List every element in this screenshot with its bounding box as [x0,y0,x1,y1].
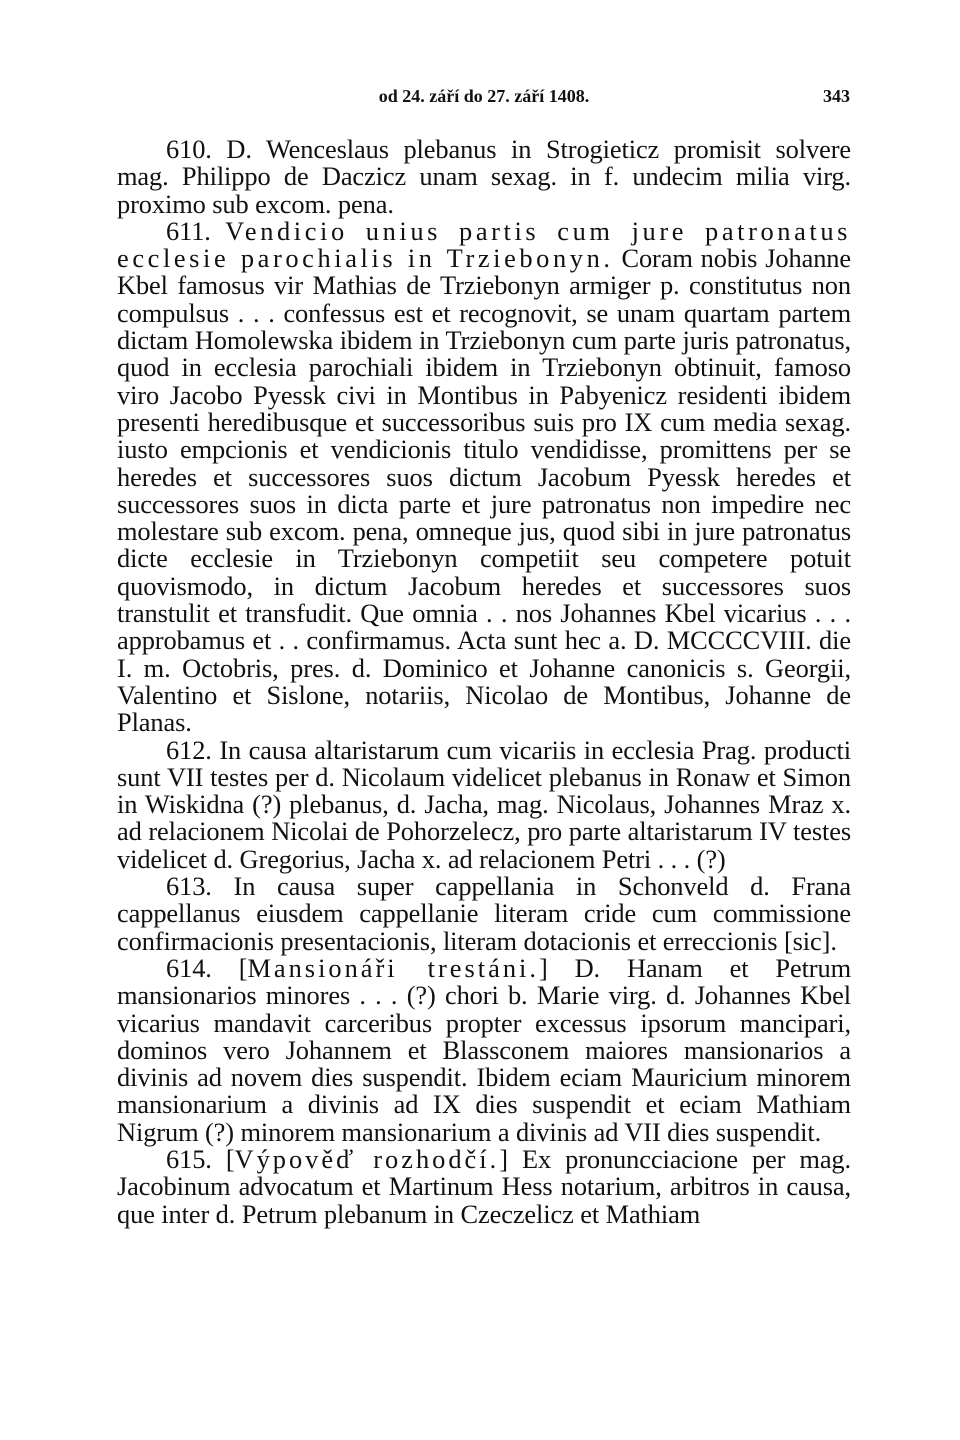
entry-614 [117,952,852,1147]
entry-number: 611. [166,215,211,246]
entry-heading: Vendicio unius partis cum jure patronatus ecclesie parochialis in Trziebonyn. [117,215,851,274]
entry-612 [117,734,852,874]
heading-close-bracket: ] [499,1143,508,1174]
page-number: 343 [823,86,850,106]
document-body [117,136,851,1228]
entry-number: 612. [166,734,212,765]
entry-text: D. Wenceslaus plebanus in Strogieticz promisit solvere mag. Philippo de Daczicz unam sexag. in f. undecim milia virg. proximo sub excom. pena. [117,134,852,219]
entry-text: In causa altaristarum cum vicariis in ecclesia Prag. producti sunt VII testes per d. Nicolaum videlicet plebanus in Ronaw et Simon in Wiskidna (?) plebanus, d. Jacha, mag. Nicolaus, Johannes Mraz x. ad relacionem Nicolai de Pohorzelecz, pro parte altaristarum IV testes videlicet d. Gregorius, Jacha x. ad relacionem Petri . . . (?) [117,734,852,874]
heading-open-bracket: [ [238,952,248,983]
entry-611 [117,215,851,738]
entry-number: 615. [166,1143,212,1174]
entry-610 [117,136,851,218]
heading-open-bracket: [ [225,1143,235,1174]
entry-heading: Mansionáři trestáni. [247,952,539,983]
entry-text: D. Hanam et Petrum mansionarios minores . . . (?) chori b. Marie virg. d. Johannes Kbel vicarius mandavit carceribus propter excessus ipsorum mancipari, dominos vero Johannem et Blassconem maiores mansionarios a divinis ad novem dies suspendit. Ibidem eciam Mauricium minorem mansionarium a divinis ad IX dies suspendit et eciam Mathiam Nigrum (?) minorem mansionarium a divinis ad VII dies suspendit. [117,952,852,1147]
entry-heading: Výpověď rozhodčí. [234,1143,500,1174]
running-title: od 24. září do 27. září 1408. [378,86,590,106]
running-header [118,86,850,116]
entry-613 [117,873,851,955]
entry-number: 613. [166,871,212,902]
entry-text: In causa super cappellania in Schonveld d. Frana cappellanus eiusdem cappellanie literam cride cum commissione confirmacionis presentacionis, literam dotacionis et erreccionis [sic]. [117,871,852,956]
entry-number: 610. [166,134,212,164]
entry-text: Ex pronuncciacione per mag. Jacobinum advocatum et Martinum Hess notarium, arbitros in causa, que inter d. Petrum plebanum in Czeczelicz et Mathiam [117,1143,852,1229]
heading-close-bracket: ] [538,952,548,983]
entry-615 [117,1143,852,1229]
entry-number: 614. [166,952,212,983]
entry-text: Coram nobis Johanne Kbel famosus vir Mathias de Trziebonyn armiger p. constitutus non compulsus . . . confessus est et recognovit, se unam quartam partem dictam Homolewska ibidem in Trziebonyn cum parte juris patronatus, quod in ecclesia parochiali ibidem in Trziebonyn obtinuit, famoso viro Jacobo Pyessk civi in Montibus in Pabyenicz residenti ibidem presenti heredibusque et successoribus suis pro IX cum media sexag. iusto empcionis et vendicionis titulo vendidisse, promittens per se heredes et successores suos dictum Jacobum Pyessk heredes et successores suos in dicta parte et jure patronatus non impedire nec molestare sub excom. pena, omneque jus, quod sibi in jure patronatus dicte ecclesie in Trziebonyn competiit seu competere potuit quovismodo, in dictum Jacobum heredes et successores suos transtulit et transfudit. Que omnia . . nos Johannes Kbel vicarius . . . approbamus et . . confirmamus. Acta sunt hec a. D. MCCCCVIII. die I. m. Octobris, pres. d. Dominico et Johanne canonicis s. Georgii, Valentino et Sislone, notariis, Nicolao de Montibus, Johanne de Planas. [117,243,851,738]
